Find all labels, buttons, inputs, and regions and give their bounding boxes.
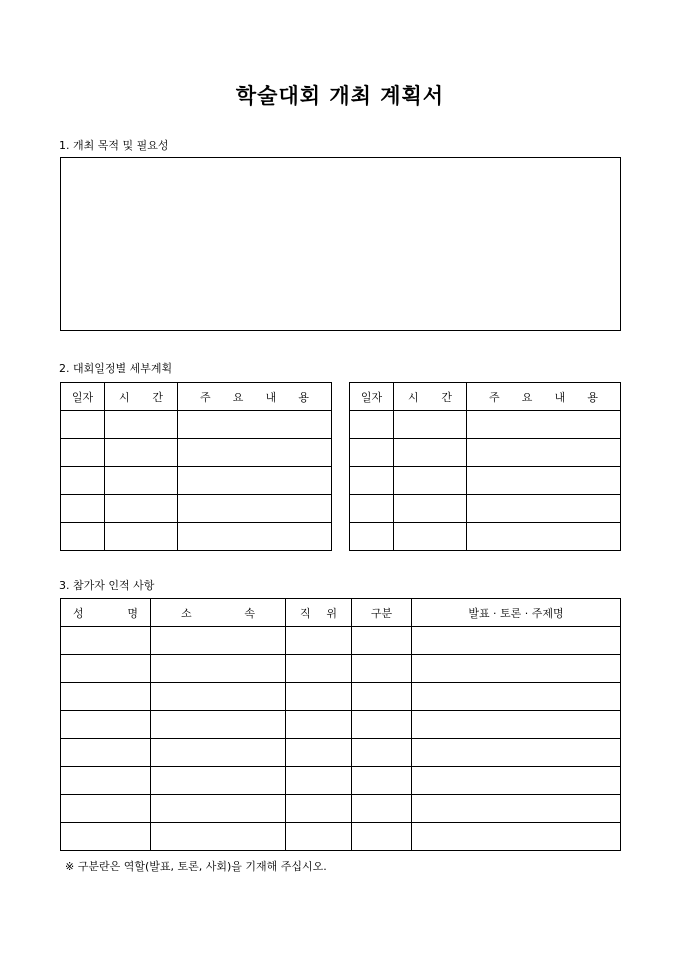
- table-row: [350, 467, 621, 495]
- table-row: [350, 523, 621, 551]
- schedule-table-left: [60, 382, 332, 551]
- table-row: [61, 627, 621, 655]
- table-cell[interactable]: [61, 683, 151, 711]
- table-row: [61, 439, 332, 467]
- table-cell[interactable]: [151, 711, 286, 739]
- table-cell[interactable]: [61, 795, 151, 823]
- table-cell[interactable]: [151, 767, 286, 795]
- col-affiliation: 소 속: [151, 599, 286, 627]
- table-cell[interactable]: [286, 795, 352, 823]
- table-cell[interactable]: [352, 739, 412, 767]
- table-cell[interactable]: [105, 411, 178, 439]
- table-cell[interactable]: [151, 683, 286, 711]
- table-cell[interactable]: [286, 739, 352, 767]
- table-cell[interactable]: [178, 411, 332, 439]
- participants-table: [60, 598, 621, 851]
- col-date: 일자: [61, 383, 105, 411]
- table-row: [61, 411, 332, 439]
- table-cell[interactable]: [352, 683, 412, 711]
- table-row: [61, 523, 332, 551]
- table-cell[interactable]: [61, 655, 151, 683]
- table-cell[interactable]: [412, 711, 621, 739]
- table-cell[interactable]: [61, 411, 105, 439]
- table-cell[interactable]: [286, 683, 352, 711]
- table-cell[interactable]: [286, 823, 352, 851]
- table-cell[interactable]: [286, 767, 352, 795]
- table-cell[interactable]: [412, 627, 621, 655]
- table-cell[interactable]: [61, 627, 151, 655]
- table-cell[interactable]: [394, 439, 467, 467]
- table-cell[interactable]: [467, 411, 621, 439]
- col-position: 직 위: [286, 599, 352, 627]
- table-row: [61, 683, 621, 711]
- table-cell[interactable]: [61, 467, 105, 495]
- col-date: 일자: [350, 383, 394, 411]
- table-cell[interactable]: [412, 655, 621, 683]
- table-cell[interactable]: [412, 795, 621, 823]
- table-cell[interactable]: [352, 795, 412, 823]
- col-type: 구분: [352, 599, 412, 627]
- table-cell[interactable]: [350, 495, 394, 523]
- table-cell[interactable]: [61, 767, 151, 795]
- table-cell[interactable]: [352, 767, 412, 795]
- table-row: [61, 767, 621, 795]
- table-cell[interactable]: [467, 439, 621, 467]
- table-cell[interactable]: [352, 627, 412, 655]
- table-cell[interactable]: [178, 523, 332, 551]
- table-cell[interactable]: [61, 439, 105, 467]
- table-cell[interactable]: [151, 655, 286, 683]
- table-cell[interactable]: [394, 411, 467, 439]
- table-cell[interactable]: [178, 495, 332, 523]
- table-row: [61, 739, 621, 767]
- table-cell[interactable]: [350, 439, 394, 467]
- table-cell[interactable]: [394, 467, 467, 495]
- table-cell[interactable]: [286, 711, 352, 739]
- page-title: 학술대회 개최 계획서: [235, 83, 445, 108]
- table-row: [61, 823, 621, 851]
- table-cell[interactable]: [61, 523, 105, 551]
- table-cell[interactable]: [61, 739, 151, 767]
- table-cell[interactable]: [105, 467, 178, 495]
- table-cell[interactable]: [467, 495, 621, 523]
- table-cell[interactable]: [178, 467, 332, 495]
- table-cell[interactable]: [61, 711, 151, 739]
- col-content: 주 요 내 용: [178, 383, 332, 411]
- table-cell[interactable]: [394, 523, 467, 551]
- table-row: [350, 495, 621, 523]
- table-cell[interactable]: [467, 467, 621, 495]
- table-row: [61, 655, 621, 683]
- schedule-table-right: [349, 382, 621, 551]
- table-cell[interactable]: [105, 495, 178, 523]
- col-topic: 발표 · 토론 · 주제명: [412, 599, 621, 627]
- table-cell[interactable]: [61, 495, 105, 523]
- table-cell[interactable]: [352, 711, 412, 739]
- section-3-heading: 3. 참가자 인적 사항: [59, 579, 155, 592]
- table-cell[interactable]: [412, 683, 621, 711]
- col-time: 시 간: [105, 383, 178, 411]
- table-cell[interactable]: [412, 767, 621, 795]
- table-cell[interactable]: [178, 439, 332, 467]
- col-content: 주 요 내 용: [467, 383, 621, 411]
- table-cell[interactable]: [151, 627, 286, 655]
- table-cell[interactable]: [61, 823, 151, 851]
- table-cell[interactable]: [350, 411, 394, 439]
- col-time: 시 간: [394, 383, 467, 411]
- table-cell[interactable]: [105, 523, 178, 551]
- table-cell[interactable]: [286, 627, 352, 655]
- table-cell[interactable]: [412, 739, 621, 767]
- table-row: [61, 711, 621, 739]
- table-cell[interactable]: [352, 823, 412, 851]
- table-row: [350, 439, 621, 467]
- table-cell[interactable]: [151, 823, 286, 851]
- table-row: [61, 495, 332, 523]
- footnote: ※ 구분란은 역할(발표, 토론, 사회)을 기재해 주십시오.: [65, 860, 327, 873]
- purpose-input-box[interactable]: [60, 157, 621, 331]
- table-cell[interactable]: [350, 467, 394, 495]
- table-cell[interactable]: [394, 495, 467, 523]
- table-cell[interactable]: [151, 739, 286, 767]
- section-2-heading: 2. 대회일정별 세부계획: [59, 362, 173, 375]
- table-cell[interactable]: [286, 655, 352, 683]
- section-1-heading: 1. 개최 목적 및 필요성: [59, 139, 169, 152]
- table-cell[interactable]: [350, 523, 394, 551]
- table-cell[interactable]: [151, 795, 286, 823]
- table-cell[interactable]: [467, 523, 621, 551]
- table-cell[interactable]: [105, 439, 178, 467]
- col-name: 성 명: [61, 599, 151, 627]
- table-row: [350, 411, 621, 439]
- table-row: [61, 467, 332, 495]
- table-row: [61, 795, 621, 823]
- table-cell[interactable]: [352, 655, 412, 683]
- table-cell[interactable]: [412, 823, 621, 851]
